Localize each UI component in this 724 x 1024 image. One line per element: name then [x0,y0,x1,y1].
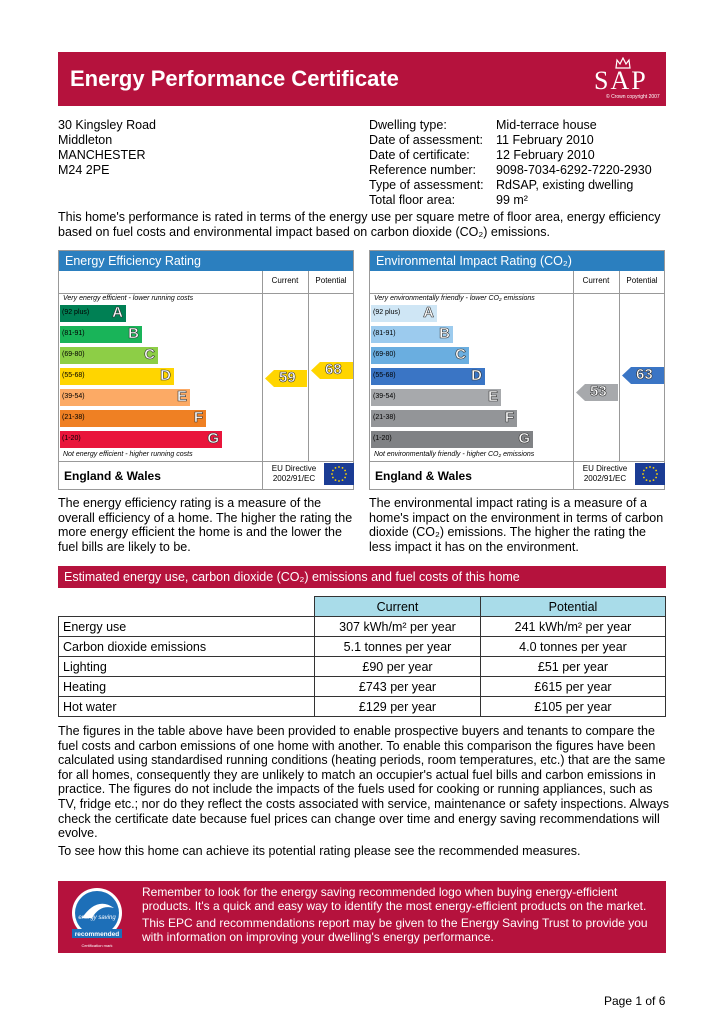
rating-band-b [60,326,142,343]
table-cell: £129 per year [315,697,481,717]
dwelling-label: Dwelling type: [369,118,447,132]
dwelling-label: Date of assessment: [369,133,483,147]
dwelling-value: Mid-terrace house [496,118,597,132]
region-label: England & Wales [375,469,472,483]
table-row [59,637,666,657]
efficiency-description: The energy efficiency rating is a measure of the overall efficiency of a home. The higher the rating the more energy efficient the home is and the lower the fuel bills are likely to be. [58,496,353,554]
band-range: (92 plus) [373,309,401,316]
rating-value: 59 [279,369,296,386]
band-range: (39-54) [373,393,396,400]
table-header-cell: Potential [481,597,666,617]
table-cell: £743 per year [315,677,481,697]
band-letter: B [128,325,139,342]
eu-directive: EU Directive 2002/91/EC [271,464,317,483]
rating-band-d [60,368,174,385]
band-letter: A [112,304,123,321]
rating-band-e [60,389,190,406]
table-header-cell [59,597,315,617]
rating-band-c [60,347,158,364]
table-cell: Heating [59,677,315,697]
table-header-row [59,597,666,617]
grid-line [573,271,574,461]
grid-line [308,271,309,461]
potential-rating-arrow [622,367,664,384]
band-range: (39-54) [62,393,85,400]
dwelling-value: RdSAP, existing dwelling [496,178,634,192]
bottom-note: Not energy efficient - higher running costs [63,451,193,458]
table-header-cell: Current [315,597,481,617]
est-text: This EPC and recommendations report may be given to the Energy Saving Trust to provide you with information on improving your dwelling's energy performance. [142,916,648,944]
current-rating-arrow [265,370,307,387]
band-letter: C [144,346,155,363]
table-cell: £105 per year [481,697,666,717]
band-range: (55-68) [373,372,396,379]
rating-value: 53 [590,383,607,400]
table-row [59,697,666,717]
table-row [59,677,666,697]
explanation-paragraph: The figures in the table above have been provided to enable prospective buyers and tenants to compare the fuel costs and carbon emissions of one home with another. To enable this comparison the figures have been calculated using standardised running conditions (heating periods, room temperatures, etc.) that are the same for all homes, consequently they are unlikely to match an occupier's actual fuel bills and carbon emissions in practice. The figures do not include the impacts of the fuels used for cooking or running appliances, such as TV, fridge etc.; nor do they reflect the costs associated with service, maintenance or safety inspections. Always check the certificate date because fuel prices can change over time and energy saving recommendations will evolve. [58,724,669,841]
costs-section-title: Estimated energy use, carbon dioxide (CO₂) emissions and fuel costs of this home [58,566,666,588]
eu-directive: EU Directive 2002/91/EC [582,464,628,483]
column-header-current: Current [271,276,299,285]
band-letter: B [439,325,450,342]
band-range: (69-80) [373,351,396,358]
table-cell: £51 per year [481,657,666,677]
energy-saving-text: Remember to look for the energy saving recommended logo when buying energy-efficient products. It's a quick and easy way to identify the most energy-efficient products on the market. [142,885,647,913]
dwelling-value: 11 February 2010 [496,133,594,147]
table-cell: Hot water [59,697,315,717]
dwelling-label: Total floor area: [369,193,456,207]
table-cell: Lighting [59,657,315,677]
dwelling-value: 12 February 2010 [496,148,595,162]
dwelling-label: Type of assessment: [369,178,484,192]
table-cell: 5.1 tonnes per year [315,637,481,657]
table-cell: 241 kWh/m² per year [481,617,666,637]
logo-recommended-text: recommended [74,931,120,938]
costs-table [58,596,666,717]
address-line: M24 2PE [58,163,110,177]
top-note: Very environmentally friendly - lower CO₂ emissions [374,295,535,302]
bottom-note: Not environmentally friendly - higher CO₂ emissions [374,451,535,458]
sap-logo: SAP [594,66,648,95]
rating-band-b [371,326,453,343]
rating-band-e [371,389,501,406]
logo-energy-saving-text: energy saving [78,915,116,921]
logo-certification-text: Certification mark [81,943,113,948]
dwelling-label: Reference number: [369,163,477,177]
band-range: (1-20) [62,435,81,442]
potential-rating-arrow [311,362,353,379]
grid-line [262,461,263,489]
table-cell: 307 kWh/m² per year [315,617,481,637]
band-letter: D [471,367,482,384]
table-cell: £90 per year [315,657,481,677]
table-cell: Carbon dioxide emissions [59,637,315,657]
band-letter: C [455,346,466,363]
eu-stars [635,463,665,485]
dwelling-value: 99 m² [496,193,528,207]
band-range: (81-91) [373,330,396,337]
rating-band-g [371,431,533,448]
band-letter: G [207,430,219,447]
rating-band-f [371,410,517,427]
band-letter: E [176,388,187,405]
address-line: Middleton [58,133,113,147]
environmental-impact-panel [369,250,665,490]
rating-band-a [60,305,126,322]
region-label: England & Wales [64,469,161,483]
band-range: (92 plus) [62,309,90,316]
rating-value: 63 [636,366,653,383]
address-line: MANCHESTER [58,148,146,162]
grid-line [370,461,664,462]
band-range: (81-91) [62,330,85,337]
grid-line [59,461,353,462]
band-letter: A [423,304,434,321]
rating-band-c [371,347,469,364]
band-letter: G [518,430,530,447]
dwelling-values [496,118,652,208]
grid-line [573,461,574,489]
band-letter: F [193,409,203,426]
dwelling-label: Date of certificate: [369,148,470,162]
rating-band-d [371,368,485,385]
column-header-potential: Potential [315,276,347,285]
dwelling-value: 9098-7034-6292-7220-2930 [496,163,652,177]
address-line: 30 Kingsley Road [58,118,156,132]
band-letter: E [487,388,498,405]
current-rating-arrow [576,384,618,401]
panel-title: Energy Efficiency Rating [59,251,353,271]
band-range: (21-38) [62,414,85,421]
sap-logo-caption: © Crown copyright 2007 [606,94,660,100]
table-cell: 4.0 tonnes per year [481,637,666,657]
top-note: Very energy efficient - lower running costs [63,295,194,302]
band-letter: F [504,409,514,426]
panel-title: Environmental Impact Rating (CO₂) [370,251,664,271]
energy-efficiency-panel [58,250,354,490]
rating-band-f [60,410,206,427]
energy-saving-box [58,881,666,953]
page-title: Energy Performance Certificate [70,66,399,91]
address-block [58,118,156,178]
band-letter: D [160,367,171,384]
dwelling-labels [369,118,484,208]
grid-line [619,271,620,461]
table-cell: Energy use [59,617,315,637]
grid-line [262,271,263,461]
table-row [59,657,666,677]
rating-band-a [371,305,437,322]
intro-text: This home's performance is rated in terms of the energy use per square metre of floor area, energy efficiency based on fuel costs and environmental impact based on carbon dioxide (CO₂) emissions. [58,210,661,239]
band-range: (55-68) [62,372,85,379]
crown-icon [615,57,631,69]
energy-saving-recommended-logo [62,884,132,950]
column-header-potential: Potential [626,276,658,285]
environment-description: The environmental impact rating is a measure of a home's impact on the environment in terms of carbon dioxide (CO₂) emissions. The higher the rating the less impact it has on the environment. [369,496,664,554]
page-number: Page 1 of 6 [604,994,666,1008]
band-range: (1-20) [373,435,392,442]
rating-band-g [60,431,222,448]
rating-value: 68 [325,361,342,378]
band-range: (21-38) [373,414,396,421]
recommendation-paragraph: To see how this home can achieve its potential rating please see the recommended measures. [58,844,581,858]
eu-stars [324,463,354,485]
table-cell: £615 per year [481,677,666,697]
column-header-current: Current [582,276,610,285]
eu-flag-icon [324,463,354,485]
band-range: (69-80) [62,351,85,358]
table-row [59,617,666,637]
eu-flag-icon [635,463,665,485]
